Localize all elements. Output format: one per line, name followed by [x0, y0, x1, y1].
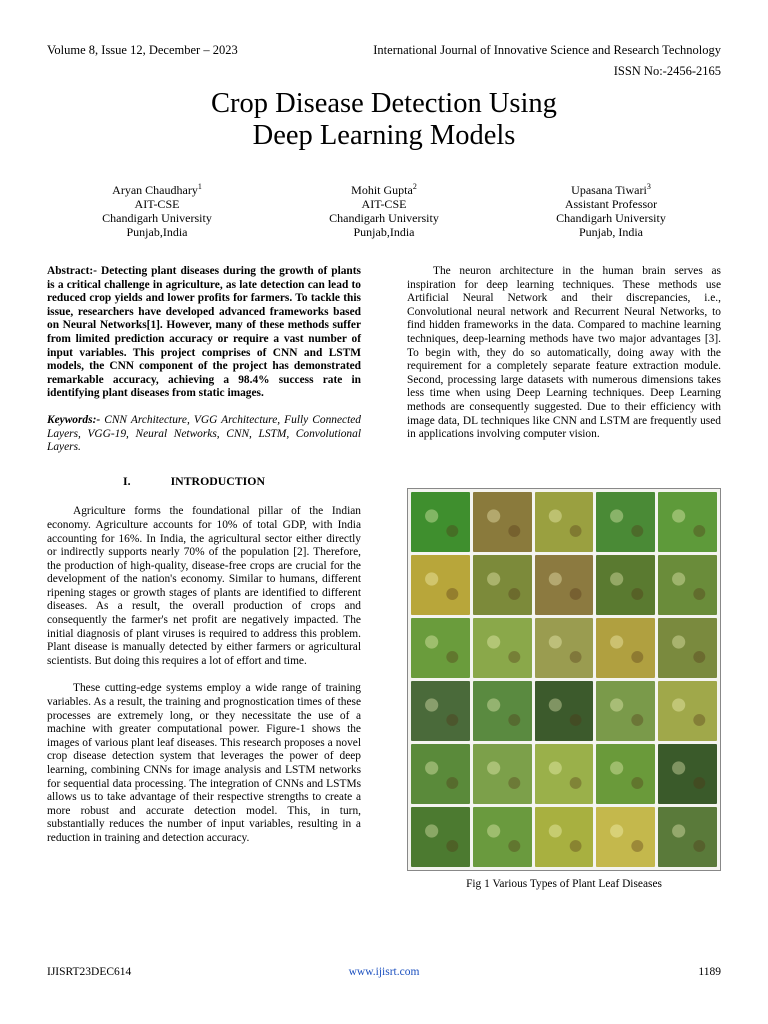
leaf-image-tile — [411, 618, 470, 678]
author-dept: AIT-CSE — [134, 197, 180, 211]
title-line-2: Deep Learning Models — [252, 120, 516, 151]
leaf-image-tile — [535, 492, 594, 552]
leaf-image-tile — [411, 744, 470, 804]
leaf-image-tile — [411, 492, 470, 552]
header-issn: ISSN No:-2456-2165 — [613, 64, 721, 78]
leaf-image-tile — [658, 681, 717, 741]
leaf-image-tile — [473, 681, 532, 741]
leaf-image-tile — [596, 555, 655, 615]
author-university: Chandigarh University — [102, 211, 212, 225]
leaf-image-tile — [658, 744, 717, 804]
leaf-image-tile — [596, 618, 655, 678]
right-column — [407, 265, 721, 442]
author-name: Aryan Chaudhary — [112, 183, 198, 197]
keywords-label: Keywords:- — [47, 413, 101, 426]
left-column — [47, 265, 361, 846]
author-dept: Assistant Professor — [564, 197, 658, 211]
author-3 — [501, 180, 721, 239]
leaf-image-tile — [596, 681, 655, 741]
author-university: Chandigarh University — [329, 211, 439, 225]
footer-code: IJISRT23DEC614 — [47, 966, 132, 978]
author-location: Punjab,India — [353, 225, 415, 239]
author-university: Chandigarh University — [556, 211, 666, 225]
author-location: Punjab, India — [579, 225, 643, 239]
leaf-image-tile — [473, 555, 532, 615]
author-name: Upasana Tiwari — [571, 183, 647, 197]
leaf-image-tile — [411, 807, 470, 867]
keywords — [47, 414, 361, 455]
footer-page-number: 1189 — [698, 966, 721, 978]
leaf-image-tile — [658, 492, 717, 552]
author-affil-sup: 3 — [646, 182, 651, 191]
right-paragraph-1: The neuron architecture in the human brain serves as inspiration for deep learning techniques. These methods use Artificial Neural Network and their discrepancies, i.e., Convolutional neural network and Recurrent Neural Networks, to find hidden frameworks in the data. Compared to machine learning techniques, deep-learning methods have two major advantages [3]. To begin with, they do so automatically, doing away with the requirement for a completely separate feature extraction module. Second, processing large datasets with numerous dimensions takes less time when using Deep Learning techniques. Deep Learning methods are consequently suggested. Due to their efficiency with image data, DL techniques like CNN and LSTM are frequently used in applications involving computer vision. — [407, 265, 721, 441]
author-1 — [47, 180, 267, 239]
intro-paragraph-2: These cutting-edge systems employ a wide range of training variables. As a result, the training and prognostication times of these processes are extremely long, or they necessitate the use of a machine with greater computational power. Figure-1 shows the images of various plant leaf diseases. This research proposes a novel crop disease detection system that leverages the power of deep learning, combining CNNs for image analysis and LSTM networks for sequential data processing. The integration of CNNs and LSTMs allows us to take advantage of their respective strengths to create a more robust and accurate detection model. This, in turn, substantially reduces the number of input variables, resulting in a reduction in training and detection accuracy. — [47, 682, 361, 844]
leaf-disease-figure — [407, 488, 721, 871]
leaf-image-tile — [473, 744, 532, 804]
leaf-image-tile — [535, 555, 594, 615]
author-name: Mohit Gupta — [351, 183, 413, 197]
leaf-image-tile — [596, 807, 655, 867]
author-affil-sup: 1 — [197, 182, 202, 191]
intro-paragraph-1: Agriculture forms the foundational pillar of the Indian economy. Agriculture accounts for 10% of total GDP, with India accounting for 16%. In India, the agricultural sector either directly or indirectly supports nearly 70% of the population [2]. Therefore, the production of high-quality, disease-free crops are crucial for the development of the nation's economy. Similar to humans, different ripening stages or growth stages of plants are identified to different diseases. As a result, the overall production of crops and consequently the farmer's net profit are negatively impacted. The initial diagnosis of plant viruses is required to address this problem. Plant disease is manually detected by either farmers or agricultural scientists. But doing this requires a lot of effort and time. — [47, 505, 361, 667]
section-title: INTRODUCTION — [170, 473, 265, 488]
author-dept: AIT-CSE — [361, 197, 407, 211]
header-volume: Volume 8, Issue 12, December – 2023 — [47, 43, 238, 57]
leaf-image-tile — [535, 744, 594, 804]
leaf-image-tile — [473, 618, 532, 678]
footer-website-link[interactable]: www.ijisrt.com — [348, 966, 420, 978]
leaf-image-tile — [535, 807, 594, 867]
leaf-image-tile — [473, 807, 532, 867]
leaf-image-tile — [658, 618, 717, 678]
leaf-image-tile — [596, 492, 655, 552]
keywords-text: CNN Architecture, VGG Architecture, Fully Connected Layers, VGG-19, Neural Networks, CNN, LSTM, Convolutional Layers. — [47, 413, 361, 454]
author-location: Punjab,India — [126, 225, 188, 239]
author-2 — [274, 180, 494, 239]
figure-caption: Fig 1 Various Types of Plant Leaf Diseases — [466, 878, 662, 890]
author-block — [47, 180, 721, 239]
leaf-image-tile — [535, 618, 594, 678]
author-affil-sup: 2 — [412, 182, 417, 191]
leaf-image-tile — [411, 681, 470, 741]
leaf-image-tile — [658, 807, 717, 867]
header-journal: International Journal of Innovative Science and Research Technology — [373, 43, 721, 57]
leaf-image-tile — [473, 492, 532, 552]
section-number: I. — [123, 473, 131, 488]
leaf-image-tile — [535, 681, 594, 741]
leaf-image-tile — [411, 555, 470, 615]
paper-title — [0, 88, 768, 152]
leaf-image-tile — [596, 744, 655, 804]
section-heading — [47, 475, 361, 489]
leaf-image-grid — [411, 492, 717, 867]
leaf-image-tile — [658, 555, 717, 615]
abstract: Abstract:- Detecting plant diseases during the growth of plants is a critical challenge in agriculture, as late detection can lead to reduced crop yields and lower profits for farmers. To tackle this issue, researchers have developed advanced frameworks based on Neural Networks[1]. However, many of these methods suffer from limited prediction accuracy or require a vast number of input variables. This project comprises of CNN and LSTM models, the CNN component of the project has demonstrated remarkable accuracy, achieving a 98.4% success rate in identifying plant diseases from static images. — [47, 265, 361, 400]
title-line-1: Crop Disease Detection Using — [211, 88, 557, 119]
